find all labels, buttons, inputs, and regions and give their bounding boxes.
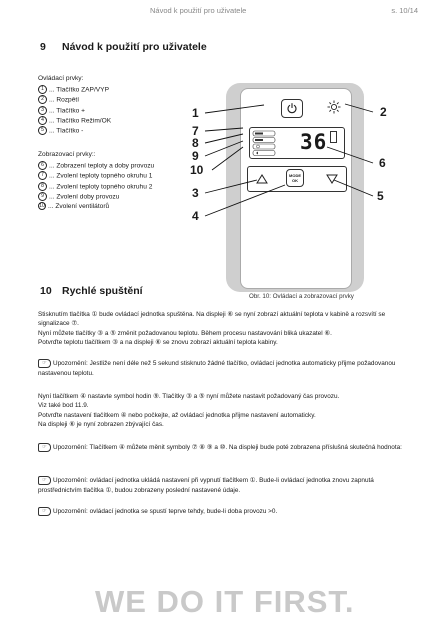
paragraph: Potvrďte teplotu tlačítkem ③ a na displeji ⑥ se znovu zobrazí aktuální teplota kabiny. [38, 339, 278, 347]
paragraph: Nyní můžete tlačítky ③ a ⑤ změnit požadovanou teplotu. Během procesu nastavování bliká ukazatel ⑥. [38, 329, 332, 337]
running-header-page: s. 10/14 [391, 6, 418, 15]
callout-9: 9 [192, 149, 199, 163]
paragraph: Viz také bod 11.9. [38, 402, 89, 410]
list-item: 1 ... Tlačítko ZAP/VYP [38, 85, 111, 95]
controls-heading: Ovládací prvky: [38, 75, 84, 82]
mode-ok-button: MODE OK [286, 169, 304, 187]
list-item: 9 ... Zvolení doby provozu [38, 192, 154, 202]
note-text: Upozornění: ovládací jednotka ukládá nastavení při vypnutí tlačítkem ①. Bude-li ovládací jednotka znovu zapnutá prostřednictvím tlačítka ①, budou zobrazeny poslední nastavené údaje. [38, 477, 374, 494]
pointing-hand-icon: ☞ [38, 359, 51, 368]
list-item: 8 ... Zvolení teploty topného okruhu 2 [38, 182, 154, 192]
callout-1: 1 [192, 106, 199, 120]
footer-slogan: WE DO IT FIRST. [95, 584, 355, 619]
note-text: Upozornění: Tlačítkem ④ můžete měnit symboly ⑦ ⑧ ⑨ a ⑩. Na displeji bude poté zobrazena příslušná skutečná hodnota: [53, 444, 402, 452]
figure-caption: Obr. 10: Ovládací a zobrazovací prvky [249, 293, 354, 300]
instructions-block-1 [38, 310, 413, 348]
callout-6: 6 [379, 156, 386, 170]
callout-2: 2 [380, 105, 387, 119]
pointing-hand-icon: ☞ [38, 507, 51, 516]
paragraph: Stisknutím tlačítka ① bude ovládací jednotka spuštěna. Na displeji ⑥ se nyní zobrazí aktuální teplota v kabině a rozsvítí se signalizace ⑦. [38, 311, 386, 328]
instructions-block-2 [38, 392, 413, 430]
callout-5: 5 [377, 189, 384, 203]
note-text: Upozornění: Jestliže není déle než 5 sekund stisknuto žádné tlačítko, ovládací jednotka automaticky přijme požadovanou nastavenou teplotu. [38, 360, 396, 377]
note-block-2 [38, 443, 413, 453]
callout-10: 10 [190, 163, 204, 177]
paragraph: Nyní tlačítkem ④ nastavte symbol hodin ⑨. Tlačítky ③ a ⑤ nyní můžete nastavit požadovaný čas provozu. [38, 393, 340, 400]
note-block-4 [38, 507, 413, 517]
section-title: Rychlé spuštění [62, 285, 143, 297]
list-item: 10 ... Zvolení ventilátorů [39, 203, 110, 210]
section-number: 10 [40, 285, 52, 297]
callout-8: 8 [192, 136, 199, 150]
display-heading: Zobrazovací prvky:: [38, 151, 96, 158]
paragraph: Potvrďte nastavení tlačítkem ④ nebo počkejte, až ovládací jednotka přijme nastavení automaticky. [38, 411, 316, 419]
section-heading-10 [40, 285, 143, 297]
list-item: 6 ... Zobrazení teploty a doby provozu [38, 161, 154, 171]
paragraph: Na displeji ⑥ je nyní zobrazen zbývající čas. [38, 421, 164, 429]
running-header-title: Návod k použití pro uživatele [150, 6, 247, 15]
list-item: 7 ... Zvolení teploty topného okruhu 1 [38, 171, 154, 181]
callout-7: 7 [192, 124, 199, 138]
section-number: 9 [40, 41, 46, 53]
list-item: 5 ... Tlačítko - [38, 126, 111, 136]
section-title: Návod k použití pro uživatele [62, 41, 207, 53]
note-block-1 [38, 359, 413, 378]
note-text: Upozornění: ovládací jednotka se spustí teprve tehdy, bude-li doba provozu >0. [53, 508, 278, 516]
pointing-hand-icon: ☞ [38, 443, 51, 452]
callout-4: 4 [192, 209, 199, 223]
list-item: 2 ... Rozpětí [38, 95, 111, 105]
lcd-temperature-readout: 36 [300, 130, 328, 154]
note-block-3 [38, 476, 413, 495]
callout-3: 3 [192, 186, 199, 200]
list-item: 3 ... Tlačítko + [38, 106, 111, 116]
pointing-hand-icon: ☞ [38, 476, 51, 485]
list-item: 4 ... Tlačítko Režim/OK [38, 116, 111, 126]
